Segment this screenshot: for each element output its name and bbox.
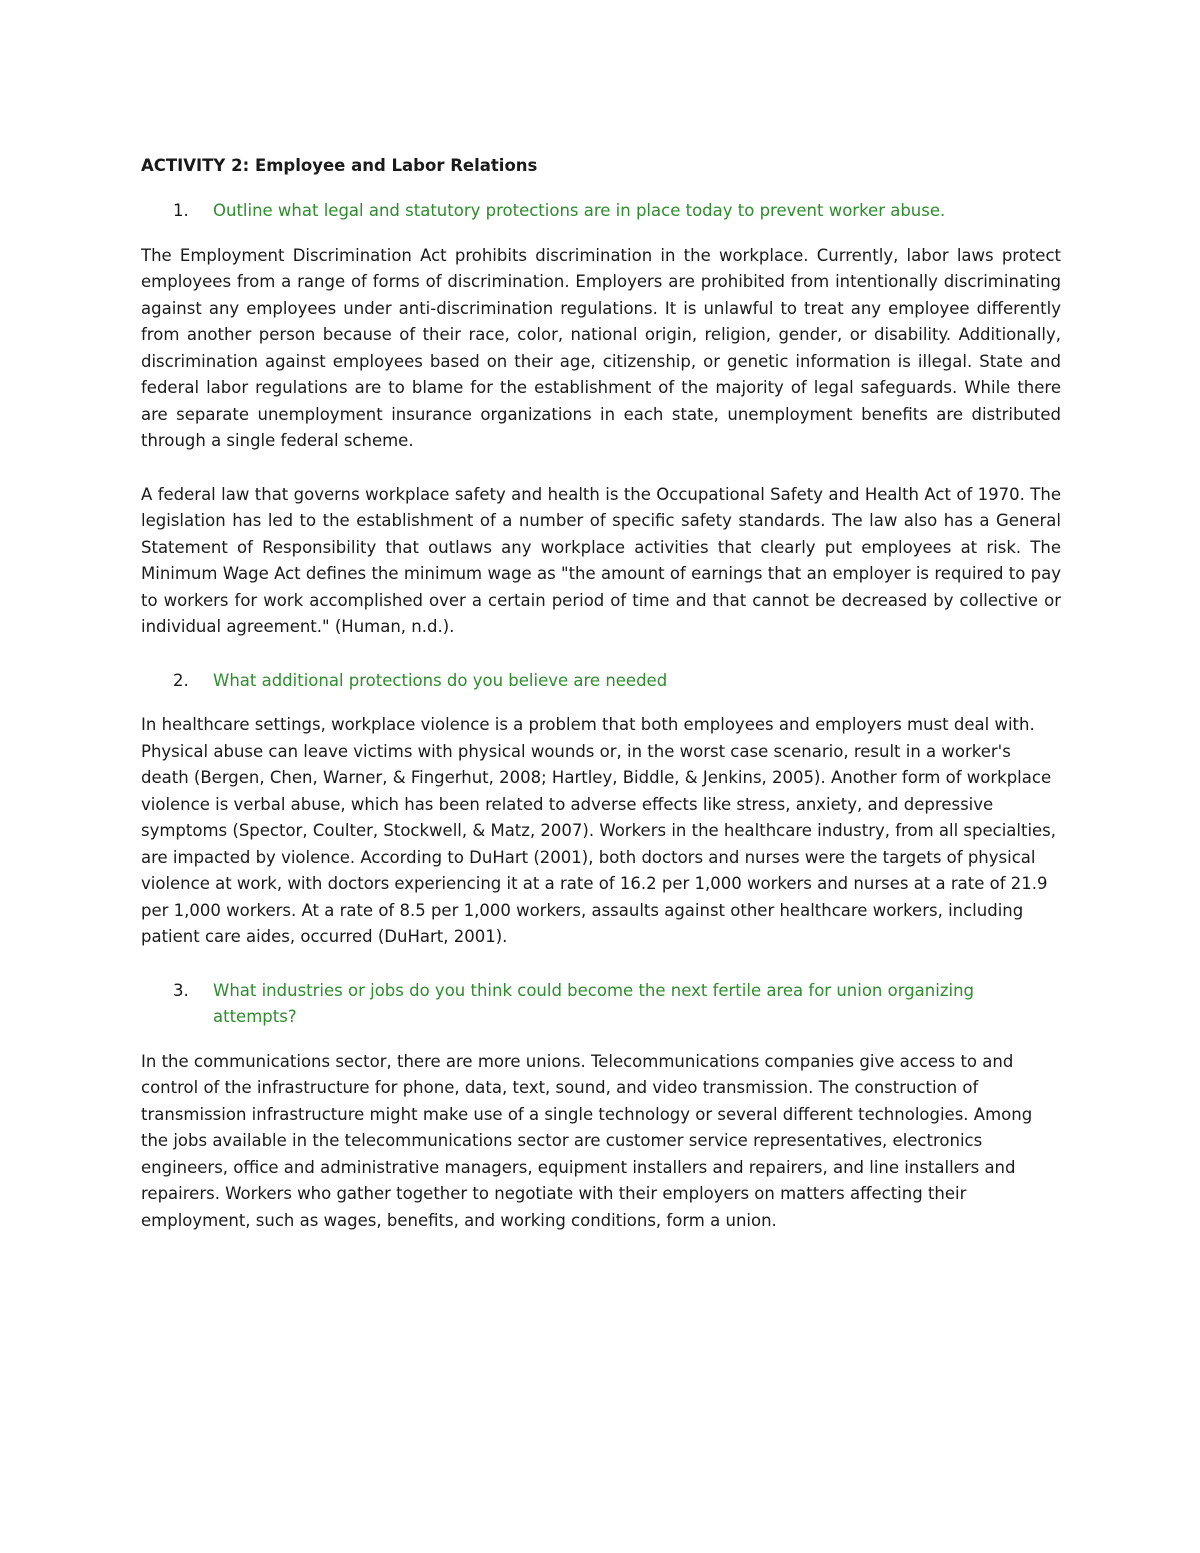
question-number: 3.	[173, 980, 189, 1000]
question-3	[141, 978, 1061, 1031]
question-text: Outline what legal and statutory protections are in place today to prevent worker abuse.	[213, 201, 946, 220]
question-number: 2.	[173, 670, 189, 690]
document-page	[141, 152, 1061, 1261]
question-text: What additional protections do you believe are needed	[213, 670, 668, 690]
question-number: 1.	[173, 201, 189, 220]
answer-paragraph: A federal law that governs workplace safety and health is the Occupational Safety and Health Act of 1970. The legislation has led to the establishment of a number of specific safety standards. The law also has a General Statement of Responsibility that outlaws any workplace activities that clearly put employees at risk. The Minimum Wage Act defines the minimum wage as "the amount of earnings that an employer is required to pay to workers for work accomplished over a certain period of time and that cannot be decreased by collective or individual agreement." (Human, n.d.).	[141, 484, 1061, 636]
answer-paragraph: In healthcare settings, workplace violence is a problem that both employees and employers must deal with. Physical abuse can leave victims with physical wounds or, in the worst case scenario, result in a worker's death (Bergen, Chen, Warner, & Fingerhut, 2008; Hartley, Biddle, & Jenkins, 2005). Another form of workplace violence is verbal abuse, which has been related to adverse effects like stress, anxiety, and depressive symptoms (Spector, Coulter, Stockwell, & Matz, 2007). Workers in the healthcare industry, from all specialties, are impacted by violence. According to DuHart (2001), both doctors and nurses were the targets of physical violence at work, with doctors experiencing it at a rate of 16.2 per 1,000 workers and nurses at a rate of 21.9 per 1,000 workers. At a rate of 8.5 per 1,000 workers, assaults against other healthcare workers, including patient care aides, occurred (DuHart, 2001).	[141, 715, 1057, 946]
question-1	[141, 198, 1061, 225]
document-title: ACTIVITY 2: Employee and Labor Relations	[141, 156, 538, 175]
question-text: What industries or jobs do you think could become the next fertile area for union organizing attempts?	[213, 980, 975, 1026]
question-2	[141, 668, 1061, 695]
answer-paragraph: In the communications sector, there are more unions. Telecommunications companies give access to and control of the infrastructure for phone, data, text, sound, and video transmission. The construction of transmission infrastructure might make use of a single technology or several different technologies. Among the jobs available in the telecommunications sector are customer service representatives, electronics engineers, office and administrative managers, equipment installers and repairers, and line installers and repairers. Workers who gather together to negotiate with their employers on matters affecting their employment, such as wages, benefits, and working conditions, form a union.	[141, 1051, 1033, 1230]
answer-paragraph: The Employment Discrimination Act prohibits discrimination in the workplace. Currently, labor laws protect employees from a range of forms of discrimination. Employers are prohibited from intentionally discriminating against any employees under anti-discrimination regulations. It is unlawful to treat any employee differently from another person because of their race, color, national origin, religion, gender, or disability. Additionally, discrimination against employees based on their age, citizenship, or genetic information is illegal. State and federal labor regulations are to blame for the establishment of the majority of legal safeguards. While there are separate unemployment insurance organizations in each state, unemployment benefits are distributed through a single federal scheme.	[141, 245, 1061, 450]
